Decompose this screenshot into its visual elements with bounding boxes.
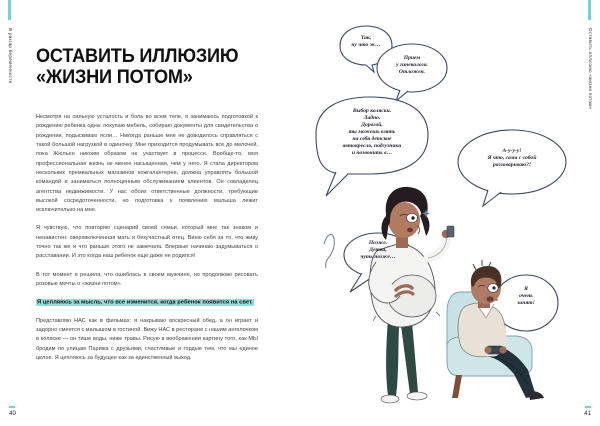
speech-bubble-4: А-у-у-у! Я что, сама с собой разговариваю?! [487, 148, 537, 168]
pregnant-woman-figure [369, 187, 454, 403]
left-running-head-rule [8, 0, 11, 20]
body-paragraph: В тот момент я решила, что ошиблась в своем мужчине, но продолжаю рисовать розовые мечты о «жизни потом». [36, 271, 258, 287]
body-paragraph: Я чувствую, что повторяю сценарий своей семьи, который мне так знаком и ненавистен: сверхвключенная мать и безучастный отец. Виню себя за то, что живу точно так же и что раньше этого не замечала. Впервые начинаю задумываться о расставании. И это когда наш ребенок еще даже не родился! [36, 225, 258, 260]
pullquote-text: Я цепляюсь за мысль, что все изменится, когда ребенок появится на свет. [37, 299, 253, 306]
speech-bubble-6: Я очень занят! [517, 286, 535, 306]
motion-squiggle-icon [324, 234, 334, 268]
comic-illustration [300, 0, 600, 426]
phone-icon [447, 226, 454, 237]
page-title [36, 46, 259, 88]
right-running-head: Оставить иллюзию «жизни потом» [587, 28, 593, 110]
page-title-line-2: «ЖИЗНИ ПОТОМ» [36, 66, 193, 89]
left-folio [9, 406, 16, 417]
speech-bubble-1: Так, ну что ж… [351, 35, 381, 48]
speech-bubble-5: Позже. Детка, чуть позже… [360, 240, 396, 260]
right-folio-number: 41 [584, 410, 591, 417]
folio-dash-icon [9, 406, 15, 408]
body-column [36, 113, 258, 372]
folio-dash-icon [585, 406, 591, 408]
page-title-line-1: ОСТАВИТЬ ИЛЛЮЗИЮ [36, 45, 239, 68]
body-paragraph: Несмотря на сильную усталость и боль во всем теле, я занимаюсь подготовкой к рождению ребенка одна: покупаю мебель, собираю документы для свидетельства о рождении, подыскиваю ясли… Никогда раньше мне не доводилось справляться с такой большой нагрузкой в одиночку. Мне приходится продумывать все до мелочей, пока Жюльен никоим образом не участвует в процессе. Вообще-то, моя профессиональная жизнь не менее насыщенная, чем у него. Я стала директором нескольких премиальных магазинов кожгалантереи, должна управлять большой командой и заниматься полноценным обслуживанием клиентов. Он совладелец агентства недвижимости. У нас обоих ответственные должности, требующие высокой сосредоточенности, но подготовка к появлению малыша лежит исключительно на мне. [36, 114, 258, 214]
left-running-head: В разгар беременности [7, 28, 13, 84]
speech-bubble-shapes [316, 26, 566, 331]
highlighted-pullquote [36, 298, 258, 307]
right-page [300, 0, 600, 426]
right-folio [584, 406, 591, 417]
speech-bubble-3: Выбор коляски. Ладно. Дорогой, ты можешь взять на себя детское автокресло, подгузники и позвонить в… [342, 108, 402, 156]
left-folio-number: 40 [9, 410, 16, 417]
speech-bubble-2: Прием у гинеколога. Отложен. [396, 55, 428, 75]
body-paragraph: Представляю НАС как в фильмах: я накрываю воскресный обед, а он играет и задорно смеется с малышом в гостиной. Вижу НАС в ресторане с нашим ангелочком в коляске — он тише воды, ниже травы. Рисую в воображении картину того, как МЫ бродим по улицам Парижа с друзьями, счастливые и гордые тем, что мы единое целое. Я цепляюсь за будущее как за единственный выход. [36, 317, 258, 361]
